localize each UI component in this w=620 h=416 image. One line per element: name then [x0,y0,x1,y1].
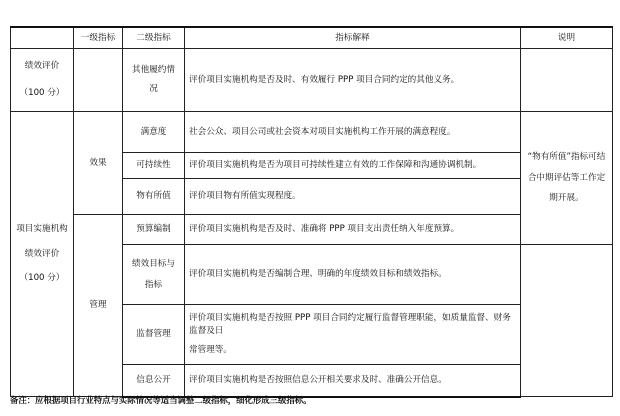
level2-cell: 信息公开 [123,365,185,397]
explanation-cell: 评价项目实施机构是否为项目可持续性建立有效的工作保障和沟通协调机制。 [185,153,521,179]
level2-label: 其他履约情 [132,65,175,76]
header-level2: 二级指标 [123,27,185,49]
level1-effect: 效果 [74,112,123,215]
level2-cell: 监督管理 [123,305,185,365]
group2-score: （100 分） [19,273,65,284]
explanation-cell: 评价项目实施机构是否及时、有效履行 PPP 项目合同约定的其他义务。 [185,49,521,112]
remark-cell [521,112,613,245]
explanation-cell: 评价项目物有所值实现程度。 [185,179,521,215]
explanation-cell: 评价项目实施机构是否编制合理、明确的年度绩效目标和绩效指标。 [185,245,521,305]
level2-label: 绩效目标与 [132,258,175,269]
explanation-line1: 评价项目实施机构是否按照 PPP 项目合同约定履行监督管理职能，如质量监督、财务监督及日 [189,313,511,337]
explanation-cell: 社会公众、项目公司或社会资本对项目实施机构工作开展的满意程度。 [185,112,521,153]
table-header-row [11,27,613,49]
group2-title2: 绩效评价 [24,248,60,259]
group1-cell [11,49,74,112]
group2-title: 项目实施机构 [16,223,68,234]
indicator-table [10,26,613,398]
level2-label-cont: 指标 [144,279,163,290]
explanation-cell: 评价项目实施机构是否及时、准确将 PPP 项目支出责任纳入年度预算。 [185,215,521,245]
level2-cell [123,49,185,112]
table-row [11,49,613,112]
header-level1: 一级指标 [74,27,123,49]
explanation-cell: 评价项目实施机构是否按照信息公开相关要求及时、准确公开信息。 [185,365,521,397]
explanation-cell [185,305,521,365]
header-blank [11,27,74,49]
remark-empty [521,245,613,397]
level2-label-cont: 况 [149,84,158,94]
explanation-line2: 常管理等。 [189,344,232,355]
level1-manage: 管理 [74,215,123,397]
level1-empty [74,49,123,112]
remark-empty [521,49,613,112]
header-explanation: 指标解释 [185,27,521,49]
footnote: 备注：应根据项目行业特点与实际情况等适当调整二级指标，细化形成三级指标。 [10,395,312,405]
header-remark: 说明 [521,27,613,49]
group2-cell [11,112,74,397]
table-row [11,112,613,153]
group1-title: 绩效评价 [24,61,60,72]
remark-line2: 合中期评估等工作定 [527,172,606,183]
remark-line3: 期开展。 [549,193,584,204]
level2-cell: 预算编制 [123,215,185,245]
level2-cell: 可持续性 [123,153,185,179]
level2-cell [123,245,185,305]
level2-cell: 物有所值 [123,179,185,215]
remark-line1: “物有所值”指标可结 [527,151,606,162]
group1-score: （100 分） [19,88,65,98]
level2-cell: 满意度 [123,112,185,153]
